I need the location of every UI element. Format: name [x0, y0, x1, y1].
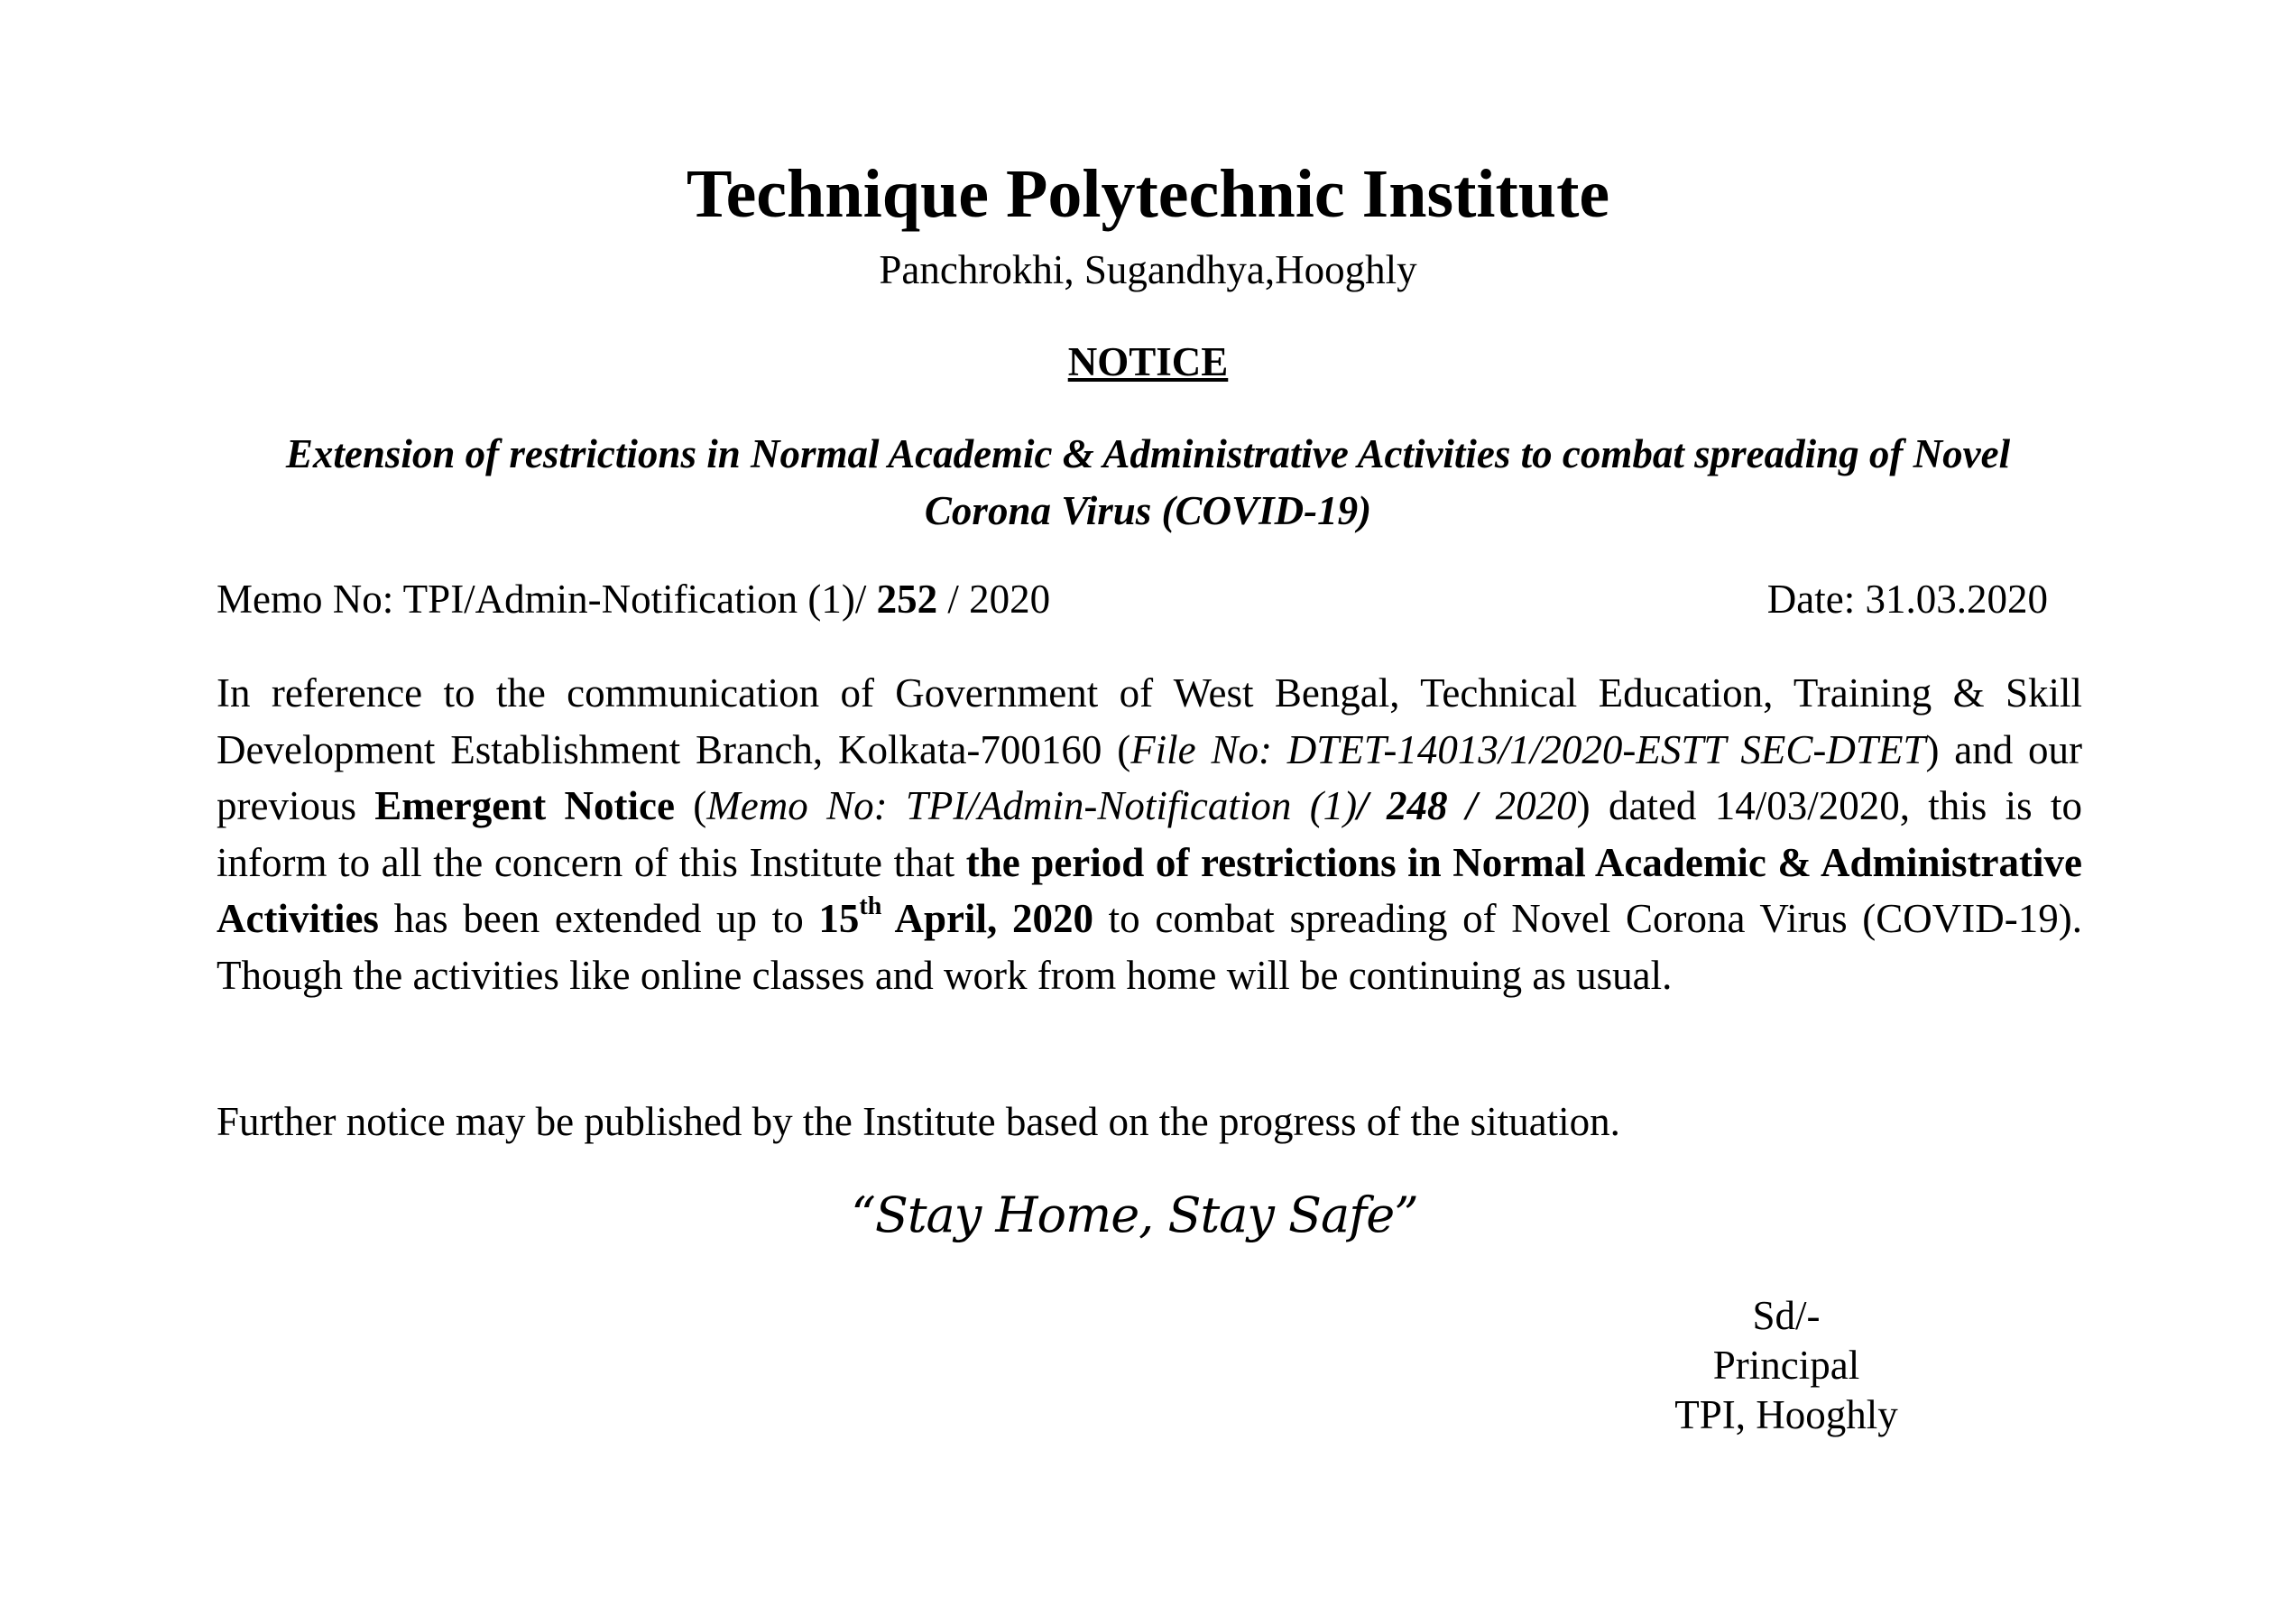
- body-paragraph-2: Further notice may be published by the Institute based on the progress of the situation.: [217, 1099, 1620, 1144]
- extended-date: [818, 892, 1093, 941]
- institute-address: Panchrokhi, Sugandhya,Hooghly: [879, 247, 1417, 292]
- slogan: “Stay Home, Stay Safe”: [851, 1187, 1418, 1243]
- p1-text-1: In reference to the communication of Government of West Bengal, Technical Education, Training & Skill Development Establishment Branch, Kolkata-700160 (: [217, 670, 2082, 772]
- signature-title: Principal: [1712, 1343, 1860, 1388]
- p1-text-3: (: [674, 783, 707, 828]
- signature-block: [1606, 1291, 1967, 1440]
- institute-name: Technique Polytechnic Institute: [686, 156, 1610, 232]
- memo-number: [217, 577, 1050, 622]
- p1-text-5: has been extended up to: [378, 896, 819, 941]
- memo-suffix: / 2020: [937, 577, 1051, 622]
- memo-date: Date: 31.03.2020: [1766, 577, 2048, 622]
- subject-line-2: Corona Virus (COVID-19): [924, 488, 1372, 533]
- memo-number-value: 252: [876, 577, 938, 622]
- notice-heading: NOTICE: [1067, 339, 1229, 384]
- signature-org: TPI, Hooghly: [1674, 1392, 1898, 1437]
- emergent-notice: Emergent Notice: [374, 783, 675, 828]
- memo-row: [217, 574, 2048, 624]
- extended-date-day: 15: [818, 896, 860, 941]
- memo-reference-prefix: Memo No: TPI/Admin-Notification (1): [706, 783, 1358, 828]
- subject-line-1: Extension of restrictions in Normal Academic & Administrative Activities to combat spreading of Novel: [285, 431, 2011, 476]
- memo-reference-year: 2020: [1477, 783, 1577, 828]
- extended-date-rest: April, 2020: [881, 896, 1093, 941]
- file-reference: File No: DTET-14013/1/2020-ESTT SEC-DTET: [1130, 726, 1926, 772]
- restrictions-statement: the period of restrictions in Normal Academic & Administrative Activities: [217, 839, 2082, 941]
- extended-date-suffix: th: [859, 892, 882, 920]
- p1-text-2: ) and our previous: [217, 726, 2082, 828]
- memo-reference: [706, 783, 1576, 828]
- p1-text-6: to combat spreading of Novel Corona Virus (COVID-19). Though the activities like online classes and work from home will be continuing as usual.: [217, 896, 2082, 998]
- signature-sd: Sd/-: [1752, 1293, 1821, 1338]
- p1-text-4: ) dated 14/03/2020, this is to inform to all the concern of this Institute that: [217, 783, 2082, 885]
- notice-subject: [217, 426, 2079, 540]
- body-paragraph-1: [217, 665, 2082, 1003]
- memo-prefix: Memo No: TPI/Admin-Notification (1)/: [217, 577, 877, 622]
- memo-reference-number: / 248 /: [1357, 783, 1478, 828]
